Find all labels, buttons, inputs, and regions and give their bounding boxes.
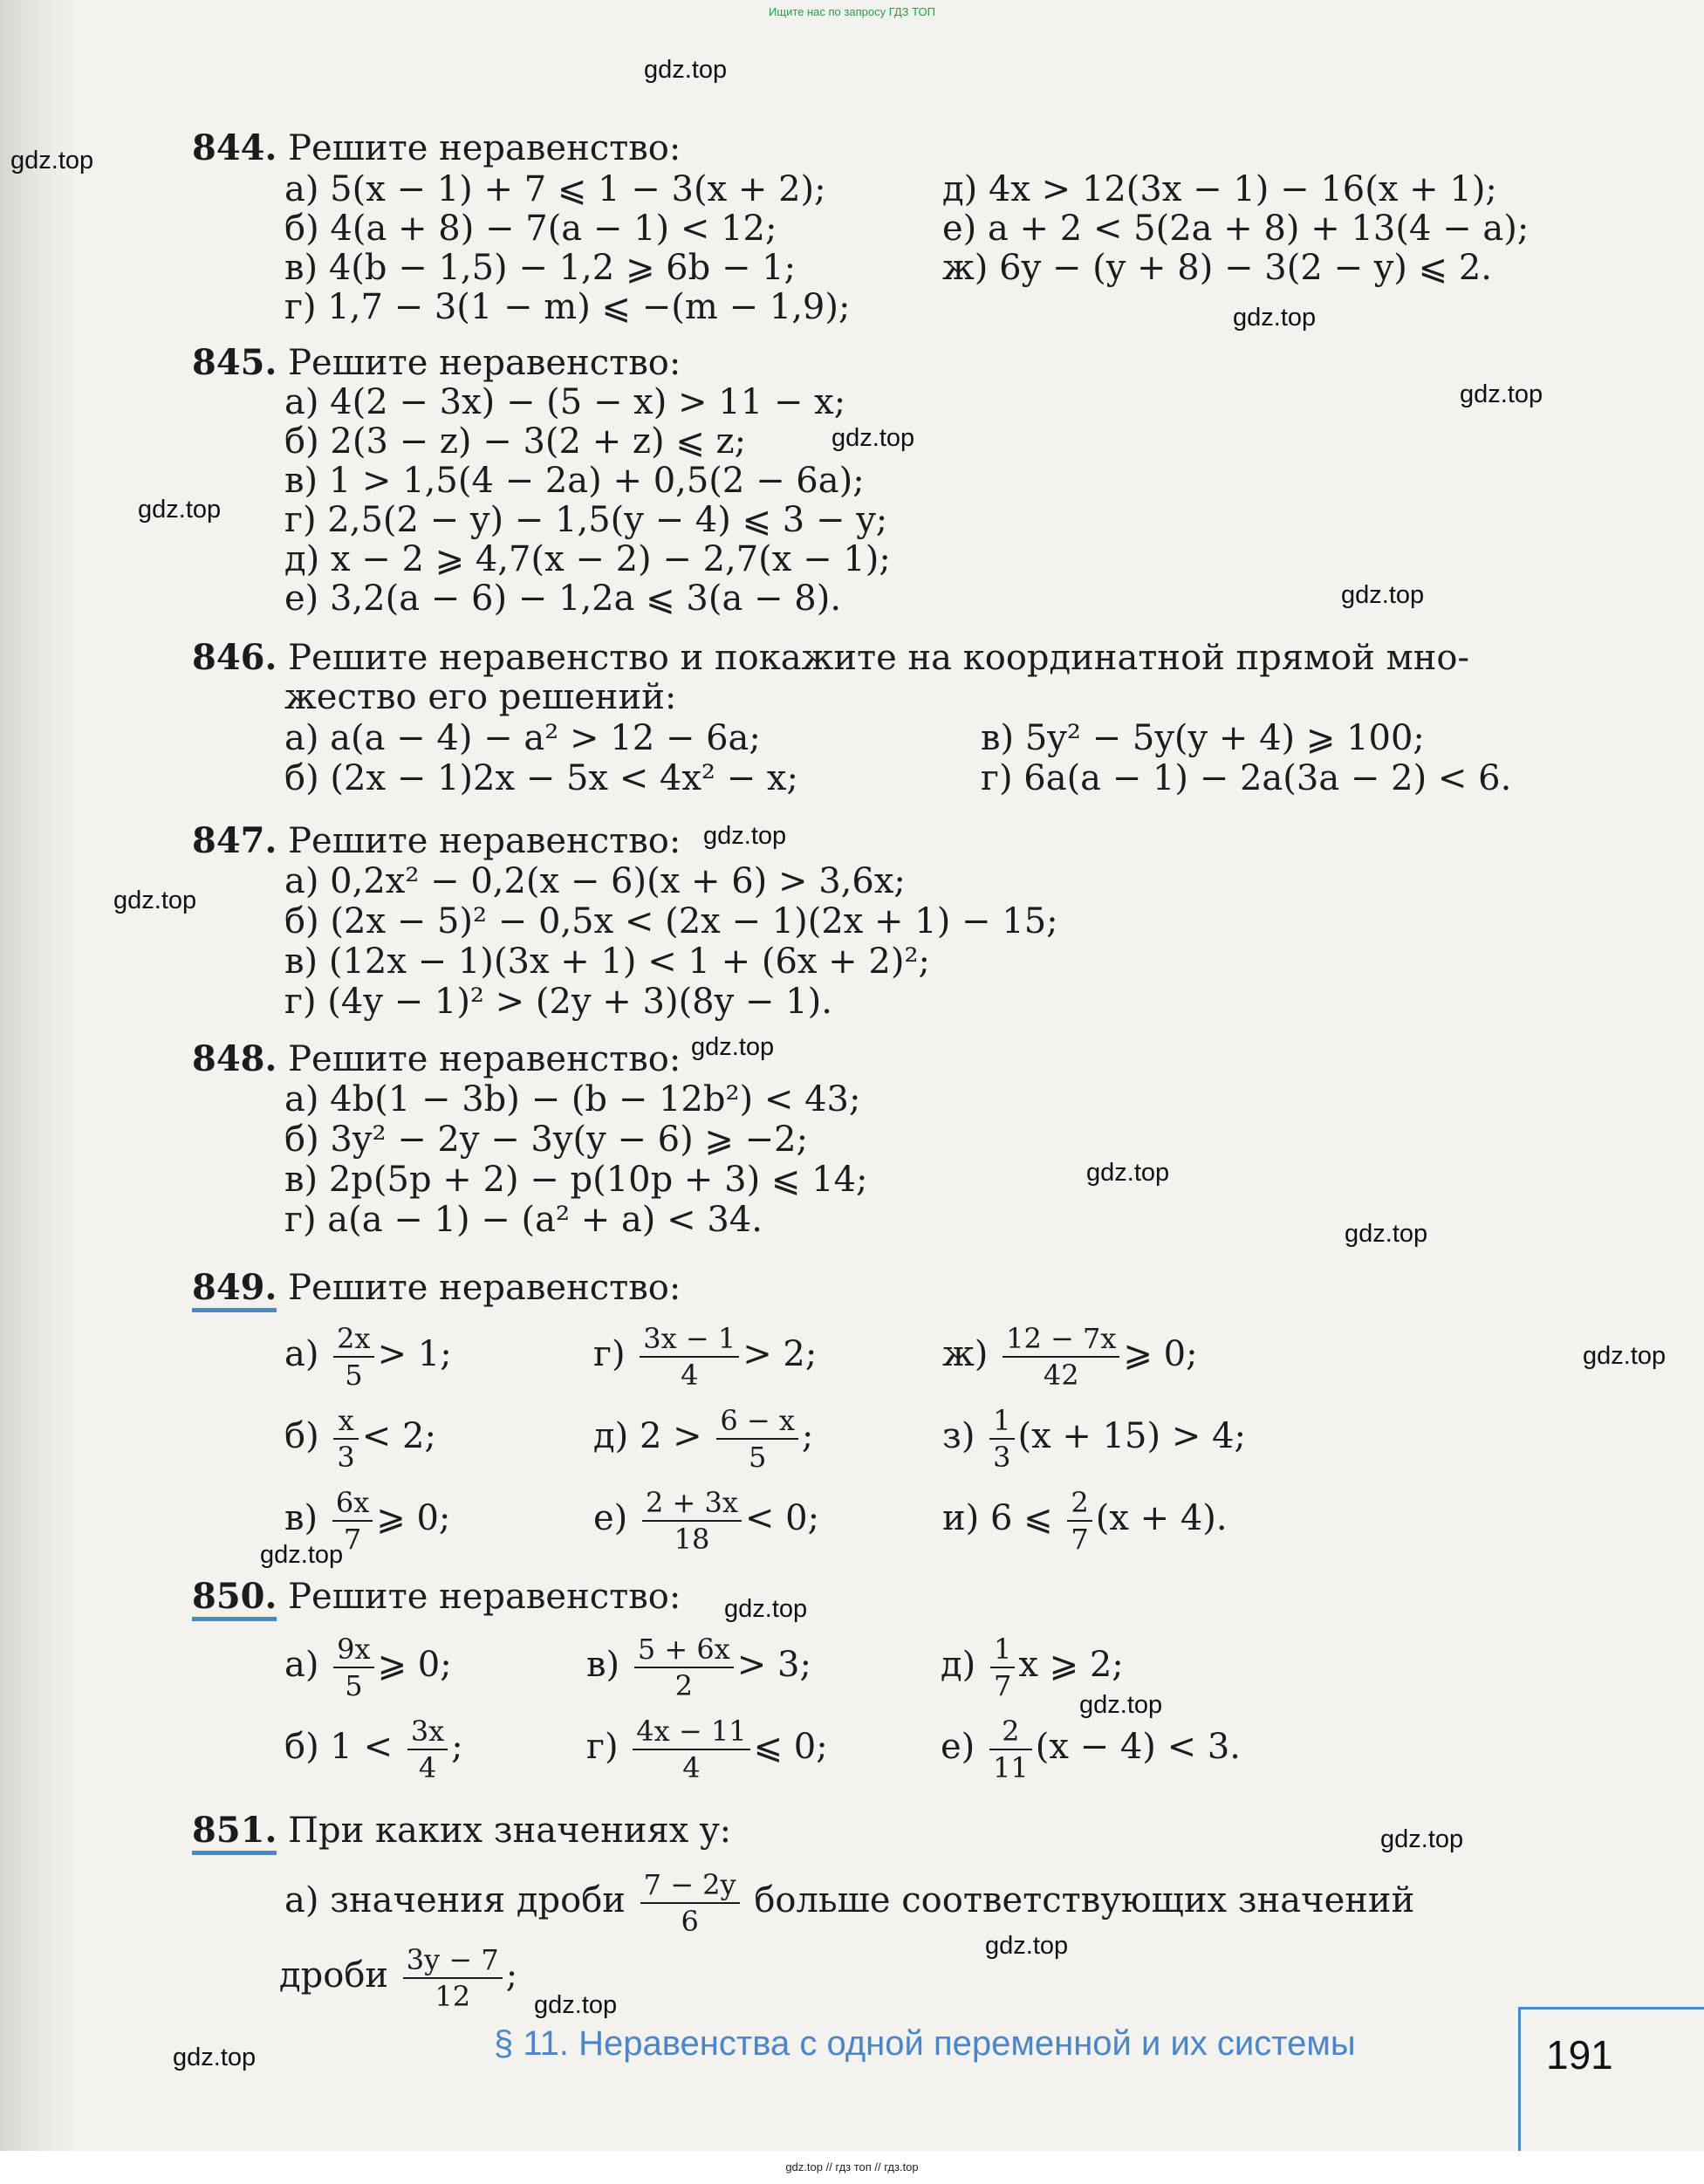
watermark: gdz.top <box>260 1541 344 1569</box>
fraction: $\frac{2 + 3x}{18}$ <box>642 1485 742 1557</box>
top-note: Ищите нас по запросу ГДЗ ТОП <box>769 5 935 18</box>
watermark: gdz.top <box>1079 1691 1163 1719</box>
task-label: г) <box>586 1727 619 1767</box>
watermark: gdz.top <box>724 1595 808 1623</box>
task-item: г) (4y − 1)² > (2y + 3)(8y − 1). <box>284 982 832 1022</box>
fraction: $\frac{2}{11}$ <box>989 1714 1032 1785</box>
watermark: gdz.top <box>1345 1220 1428 1248</box>
task-item: г) a(a − 1) − (a² + a) < 34. <box>284 1200 763 1240</box>
watermark: gdz.top <box>831 424 915 452</box>
fraction: $\frac{4x - 11}{4}$ <box>633 1714 749 1785</box>
task-item: в) 2p(5p + 2) − p(10p + 3) ⩽ 14; <box>284 1160 868 1200</box>
fraction: $\frac{2}{7}$ <box>1067 1485 1092 1557</box>
fraction: $\frac{3x - 1}{4}$ <box>640 1321 739 1393</box>
task-item: е) $\frac{2 + 3x}{18}$ < 0; <box>593 1486 820 1556</box>
task-item: б) 2(3 − z) − 3(2 + z) ⩽ z; <box>284 421 747 462</box>
task-label: д) <box>593 1416 629 1456</box>
task-label: е) <box>593 1498 628 1538</box>
fraction: $\frac{9x}{5}$ <box>333 1632 373 1703</box>
exercise-844-heading <box>192 127 681 169</box>
task-item: б) 3y² − 2y − 3y(y − 6) ⩾ −2; <box>284 1119 809 1160</box>
page-number-frame <box>1518 2007 1704 2153</box>
task-item: а) 0,2x² − 0,2(x − 6)(x + 6) > 3,6x; <box>284 861 906 901</box>
bottom-note: gdz.top // гдз топ // гдз.top <box>785 2160 919 2174</box>
exercise-title: Решите неравенство: <box>288 1577 681 1617</box>
task-label: и) <box>942 1498 980 1538</box>
task-item: ж) 6y − (y + 8) − 3(2 − y) ⩽ 2. <box>942 248 1493 288</box>
task-item: и) 6 ⩽ $\frac{2}{7}$ (x + 4). <box>942 1486 1228 1556</box>
task-item: а) 4b(1 − 3b) − (b − 12b²) < 43; <box>284 1079 861 1119</box>
watermark: gdz.top <box>113 887 197 914</box>
exercise-number: 848. <box>192 1038 277 1079</box>
fraction: $\frac{3x}{4}$ <box>407 1714 448 1785</box>
task-item: в) 1 > 1,5(4 − 2a) + 0,5(2 − 6a); <box>284 461 865 501</box>
section-title: § 11. Неравенства с одной переменной и их системы <box>494 2024 1356 2063</box>
task-item: в) $\frac{5 + 6x}{2}$ > 3; <box>586 1633 811 1702</box>
task-label: в) <box>586 1645 620 1685</box>
watermark: gdz.top <box>173 2044 257 2071</box>
watermark: gdz.top <box>10 147 94 175</box>
task-label: в) <box>284 1498 318 1538</box>
task-item: дроби $\frac{3y - 7}{12}$ ; <box>279 1943 518 2013</box>
exercise-title: Решите неравенство: <box>288 343 681 383</box>
task-item: б) (2x − 5)² − 0,5x < (2x − 1)(2x + 1) − 15; <box>284 901 1058 941</box>
fraction: $\frac{1}{7}$ <box>990 1632 1015 1703</box>
task-item: а) 5(x − 1) + 7 ⩽ 1 − 3(x + 2); <box>284 169 826 209</box>
exercise-title: Решите неравенство: <box>288 1039 681 1079</box>
book-spine-shadow <box>0 0 79 2184</box>
task-label: ж) <box>942 1334 989 1374</box>
task-item: д) $\frac{1}{7}$ x ⩾ 2; <box>941 1633 1124 1702</box>
task-item: а) 4(2 − 3x) − (5 − x) > 11 − x; <box>284 382 846 422</box>
task-item: г) $\frac{4x - 11}{4}$ ⩽ 0; <box>586 1715 828 1784</box>
task-label: з) <box>942 1416 975 1456</box>
exercise-number: 850. <box>192 1576 277 1621</box>
task-item: б) 4(a + 8) − 7(a − 1) < 12; <box>284 209 777 249</box>
task-item: д) 2 > $\frac{6 - x}{5}$ ; <box>593 1404 814 1474</box>
task-item: г) $\frac{3x - 1}{4}$ > 2; <box>593 1322 818 1392</box>
fraction: $\frac{7 - 2y}{6}$ <box>640 1867 740 1939</box>
page-number: 191 <box>1546 2032 1613 2078</box>
task-item: б) (2x − 1)2x − 5x < 4x² − x; <box>284 758 798 798</box>
task-item: б) $\frac{x}{3}$ < 2; <box>284 1404 436 1474</box>
task-item: ж) $\frac{12 - 7x}{42}$ ⩾ 0; <box>942 1322 1198 1392</box>
task-item: в) (12x − 1)(3x + 1) < 1 + (6x + 2)²; <box>284 941 930 982</box>
fraction: $\frac{6x}{7}$ <box>332 1485 373 1557</box>
task-label: е) <box>941 1727 975 1767</box>
task-item: а) значения дроби $\frac{7 - 2y}{6}$ больше соответствующих значений <box>284 1868 1415 1938</box>
exercise-number: 851. <box>192 1810 277 1855</box>
task-item: в) $\frac{6x}{7}$ ⩾ 0; <box>284 1486 451 1556</box>
watermark: gdz.top <box>138 496 222 524</box>
task-label: а) <box>284 1334 319 1374</box>
task-item: д) x − 2 ⩾ 4,7(x − 2) − 2,7(x − 1); <box>284 539 891 579</box>
task-label: а) <box>284 1645 319 1685</box>
exercise-number: 845. <box>192 342 277 383</box>
exercise-851-heading <box>192 1810 731 1852</box>
watermark: gdz.top <box>644 56 728 84</box>
watermark: gdz.top <box>691 1033 775 1061</box>
task-item: б) 1 < $\frac{3x}{4}$ ; <box>284 1715 463 1784</box>
task-label: б) <box>284 1416 319 1456</box>
exercise-number: 846. <box>192 637 277 678</box>
fraction: $\frac{x}{3}$ <box>333 1403 358 1475</box>
watermark: gdz.top <box>1086 1159 1170 1187</box>
task-item: г) 1,7 − 3(1 − m) ⩽ −(m − 1,9); <box>284 287 851 327</box>
watermark: gdz.top <box>534 1991 618 2019</box>
exercise-number: 847. <box>192 820 277 861</box>
watermark: gdz.top <box>1583 1342 1666 1370</box>
watermark: gdz.top <box>1380 1825 1464 1853</box>
watermark: gdz.top <box>1341 581 1425 609</box>
task-item: а) $\frac{2x}{5}$ > 1; <box>284 1322 452 1392</box>
fraction: $\frac{2x}{5}$ <box>333 1321 373 1393</box>
fraction: $\frac{12 - 7x}{42}$ <box>1003 1321 1119 1393</box>
exercise-title: Решите неравенство и покажите на координатной прямой мно- <box>288 638 1469 678</box>
exercise-848-heading <box>192 1038 681 1080</box>
task-item: а) $\frac{9x}{5}$ ⩾ 0; <box>284 1633 452 1702</box>
exercise-title: При каких значениях y: <box>288 1811 732 1851</box>
fraction: $\frac{6 - x}{5}$ <box>716 1403 798 1475</box>
exercise-846-heading <box>192 637 1469 679</box>
exercise-title-continued: жество его решений: <box>284 677 677 717</box>
exercise-title: Решите неравенство: <box>288 128 681 168</box>
task-item: е) $\frac{2}{11}$ (x − 4) < 3. <box>941 1715 1241 1784</box>
exercise-847-heading <box>192 820 681 862</box>
exercise-850-heading <box>192 1576 681 1618</box>
task-item: з) $\frac{1}{3}$ (x + 15) > 4; <box>942 1404 1246 1474</box>
task-item: е) a + 2 < 5(2a + 8) + 13(4 − a); <box>942 209 1529 249</box>
task-label: г) <box>593 1334 626 1374</box>
task-item: в) 5y² − 5y(y + 4) ⩾ 100; <box>981 718 1425 758</box>
watermark: gdz.top <box>1460 380 1543 408</box>
task-item: г) 2,5(2 − y) − 1,5(y − 4) ⩽ 3 − y; <box>284 500 888 540</box>
fraction: $\frac{5 + 6x}{2}$ <box>634 1632 734 1703</box>
task-item: а) a(a − 4) − a² > 12 − 6a; <box>284 718 761 758</box>
task-item: д) 4x > 12(3x − 1) − 16(x + 1); <box>942 169 1497 209</box>
task-label: б) <box>284 1727 319 1767</box>
exercise-title: Решите неравенство: <box>288 1268 681 1308</box>
task-label: д) <box>941 1645 976 1685</box>
fraction: $\frac{1}{3}$ <box>989 1403 1014 1475</box>
task-item: в) 4(b − 1,5) − 1,2 ⩾ 6b − 1; <box>284 248 797 288</box>
fraction: $\frac{3y - 7}{12}$ <box>403 1942 503 2014</box>
exercise-849-heading <box>192 1267 681 1309</box>
task-item: е) 3,2(a − 6) − 1,2a ⩽ 3(a − 8). <box>284 579 842 619</box>
watermark: gdz.top <box>985 1932 1069 1960</box>
exercise-845-heading <box>192 342 681 384</box>
task-item: г) 6a(a − 1) − 2a(3a − 2) < 6. <box>981 758 1512 798</box>
exercise-number: 849. <box>192 1267 277 1312</box>
exercise-number: 844. <box>192 127 277 168</box>
watermark: gdz.top <box>1233 304 1317 332</box>
exercise-title: Решите неравенство: <box>288 821 681 861</box>
watermark: gdz.top <box>703 822 787 850</box>
